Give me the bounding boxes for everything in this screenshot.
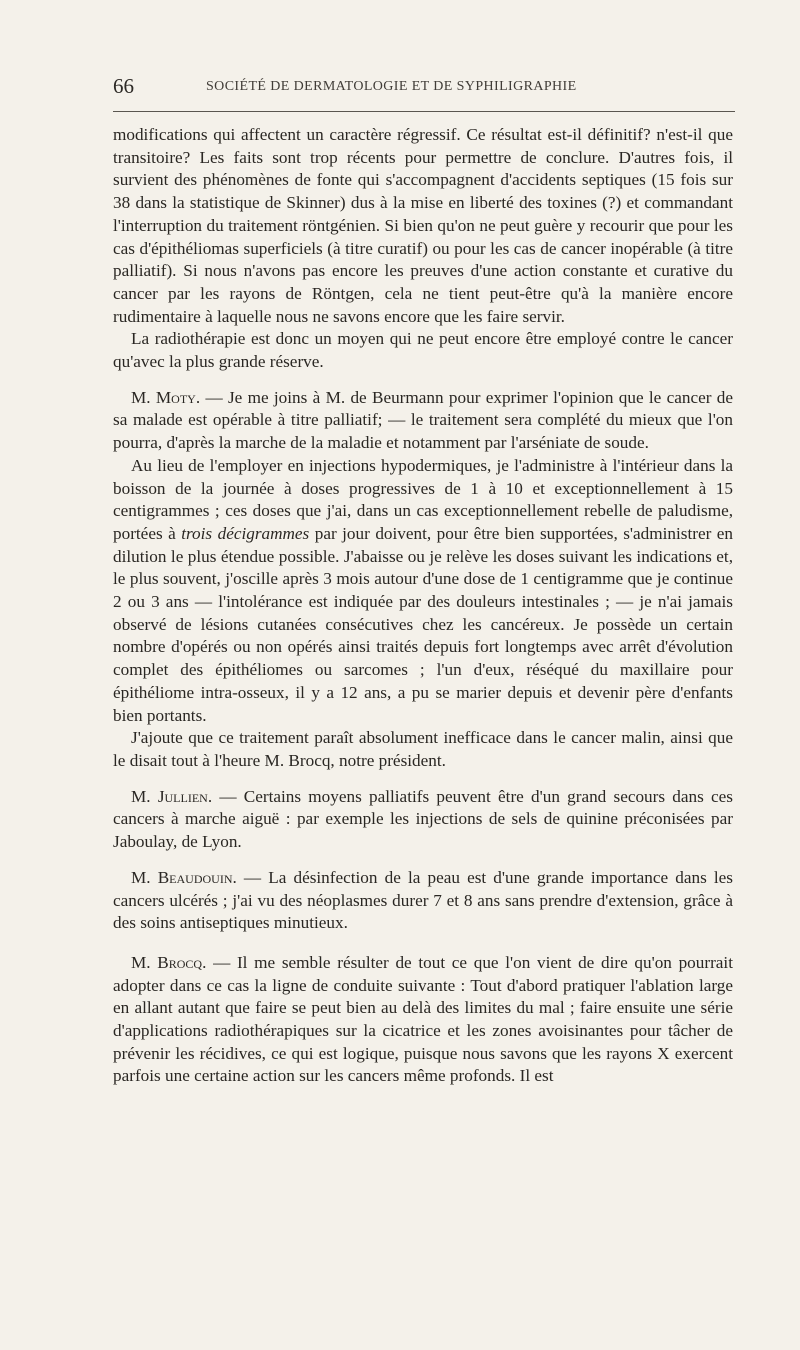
- speaker-jullien: M. Jullien.: [131, 786, 213, 806]
- speaker-brocq: M. Brocq.: [131, 952, 207, 972]
- arseniate-text-start: Au lieu de l'employer en injections hypodermiques, je l'administre à l'intérieur dans la boisson de la journée à doses progressives de 1 à 10 et exceptionnellement à 15 centigrammes ; ces doses que j'ai, dans un cas exceptionnellement rebelle de paludisme, portées à: [113, 455, 733, 543]
- paragraph-malignant-cancer: J'ajoute que ce traitement paraît absolument inefficace dans le cancer malin, ainsi que le disait tout à l'heure M. Brocq, notre président.: [113, 728, 733, 770]
- page-header: [113, 74, 735, 102]
- body-text: [113, 124, 733, 1088]
- paragraph-radiotherapy-results: modifications qui affectent un caractère régressif. Ce résultat est-il définitif? n'est-il que transitoire? Les faits sont trop récents pour permettre de conclure. D'autres fois, il survient des phénomènes de fonte qui s'accompagnent d'accidents septiques (15 fois sur 38 dans la statistique de Skinner) dus à la mise en liberté des toxines (?) et commandant l'interruption du traitement röntgénien. Si bien qu'on ne peut guère y recourir que pour les cas d'épithéliomas superficiels (à titre curatif) ou pour les cas de cancer inopérable (à titre palliatif). Si nous n'avons pas encore les preuves d'une action constante et curative du cancer par les rayons de Röntgen, cela ne tient peut-être qu'à la manière encore rudimentaire à laquelle nous ne savons encore que les faire servir.: [113, 125, 733, 326]
- jullien-statement: — Certains moyens palliatifs peuvent être d'un grand secours dans ces cancers à marche aiguë : par exemple les injections de sels de quinine préconisées par Jaboulay, de Lyon.: [113, 786, 733, 852]
- header-rule: [113, 111, 735, 112]
- arseniate-text-end: par jour doivent, pour être bien supportées, s'administrer en dilution le plus étendue possible. J'abaisse ou je relève les doses suivant les indications et, le plus souvent, j'oscille après 3 mois autour d'une dose de 1 centigramme que je continue 2 ou 3 ans — l'intolérance est indiquée par des douleurs intestinales ; — je n'ai jamais observé de lésions cutanées consécutives chez les cancéreux. Je possède un certain nombre d'opérés ou non opérés ainsi traités depuis fort longtemps avec arrêt d'évolution complet des épithéliomes ou sarcomes ; l'un d'eux, réséqué du maxillaire pour épithéliome intra-osseux, il y a 12 ans, a pu se marier depuis et devenir père d'enfants bien portants.: [113, 523, 733, 725]
- paragraph-brocq: [113, 952, 733, 1088]
- beaudouin-statement: — La désinfection de la peau est d'une grande importance dans les cancers ulcérés ; j'ai vu des néoplasmes durer 7 et 8 ans sans prendre d'extension, grâce à des soins antiseptiques minutieux.: [113, 867, 733, 933]
- moty-statement: — Je me joins à M. de Beurmann pour exprimer l'opinion que le cancer de sa malade est opérable à titre palliatif; — le traitement sera complété du mieux que l'on pourra, d'après la marche de la maladie et notamment par l'arséniate de soude.: [113, 387, 733, 453]
- running-title: SOCIÉTÉ DE DERMATOLOGIE ET DE SYPHILIGRAPHIE: [206, 79, 577, 94]
- speaker-moty: M. Moty.: [131, 387, 201, 407]
- paragraph-jullien: [113, 786, 733, 854]
- page-number: 66: [113, 74, 134, 98]
- paragraph-moty: [113, 387, 733, 455]
- italic-dose: trois décigrammes: [181, 523, 310, 543]
- paragraph-beaudouin: [113, 867, 733, 935]
- brocq-statement: — Il me semble résulter de tout ce que l'on vient de dire qu'on pourrait adopter dans ce cas la ligne de conduite suivante : Tout d'abord pratiquer l'ablation large en allant autant que faire se peut bien au delà des limites du mal ; faire ensuite une série d'applications radiothérapiques sur la cicatrice et les zones avoisinantes pour tâcher de prévenir les récidives, ce qui est logique, puisque nous savons que les rayons X exercent parfois une certaine action sur les cancers même profonds. Il est: [113, 952, 733, 1086]
- paragraph-arseniate: [113, 455, 733, 727]
- speaker-beaudouin: M. Beaudouin.: [131, 867, 237, 887]
- paragraph-radiotherapy-conclusion: La radiothérapie est donc un moyen qui ne peut encore être employé contre le cancer qu'avec la plus grande réserve.: [113, 329, 733, 372]
